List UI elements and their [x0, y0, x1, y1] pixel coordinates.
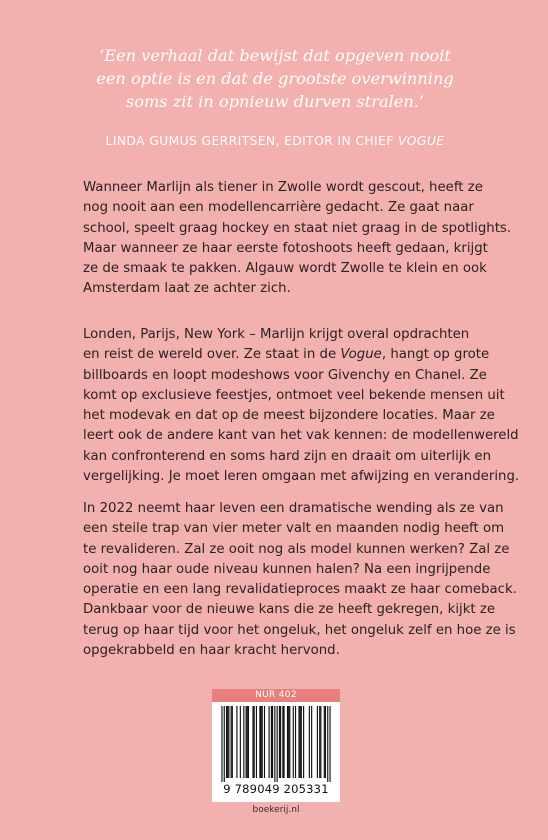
barcode-bar: [295, 706, 296, 778]
paragraph-line: [83, 345, 490, 365]
paragraph-line: vergelijking. Je moet leren omgaan met afwijzing en verandering.: [83, 469, 520, 485]
barcode-bar: [287, 706, 288, 778]
attribution-publication: VOGUE: [397, 133, 445, 148]
paragraph-line: leert ook de andere kant van het vak kennen: de modellenwereld: [83, 428, 519, 444]
paragraph-line: een steile trap van vier meter valt en maanden nodig heeft om: [83, 521, 505, 537]
paragraph-line: billboards en loopt modeshows voor Givenchy en Chanel. Ze: [83, 367, 487, 383]
paragraph-line: ooit nog haar oude niveau kunnen halen? Na een ingrijpende: [83, 561, 491, 577]
barcode-bar: [269, 706, 270, 778]
paragraph-line: komt op exclusieve feestjes, ontmoet veel bekende mensen uit: [83, 387, 505, 403]
attribution-name: LINDA GUMUS GERRITSEN, EDITOR IN CHIEF: [105, 133, 394, 148]
line-text: , hangt op grote: [381, 347, 490, 363]
barcode-bar: [254, 706, 255, 778]
barcode-bar: [279, 706, 280, 778]
barcode-bar: [243, 706, 244, 778]
barcode-bar: [247, 706, 248, 778]
paragraph-line: operatie en een lang revalidatieproces maakt ze haar comeback.: [83, 582, 517, 598]
blurb-paragraph-2: [83, 325, 520, 487]
barcode-bar: [252, 706, 253, 778]
barcode-bar: [317, 706, 318, 778]
barcode-bar: [282, 706, 283, 778]
barcode-bar: [236, 706, 237, 778]
barcode-bar: [248, 706, 249, 778]
paragraph-line: In 2022 neemt haar leven een dramatische wending als ze van: [83, 501, 504, 516]
barcode-bar: [256, 706, 257, 778]
paragraph-line: te revalideren. Zal ze ooit nog als model kunnen werken? Zal ze: [83, 541, 510, 557]
barcode-bar: [221, 706, 222, 782]
paragraph-line: Maar wanneer ze haar eerste fotoshoots heeft gedaan, krijgt: [83, 240, 488, 256]
paragraph-line: Wanneer Marlijn als tiener in Zwolle wordt gescout, heeft ze: [83, 180, 483, 195]
barcode-bar: [301, 706, 302, 778]
paragraph-line: het modevak en dat op de meest bijzondere locaties. Maar ze: [83, 408, 495, 424]
barcode-bar: [288, 706, 289, 778]
barcode-bar: [232, 706, 233, 778]
barcode-bar: [264, 706, 265, 778]
barcode-bar: [227, 706, 228, 778]
publisher-website: boekerij.nl: [252, 805, 300, 815]
barcode-bar: [274, 706, 275, 782]
barcode-bar: [246, 706, 247, 778]
barcode-bars: [212, 702, 340, 782]
barcode-bar: [262, 706, 263, 778]
barcode-bar: [240, 706, 241, 778]
barcode-bar: [319, 706, 320, 778]
paragraph-line: ze de smaak te pakken. Algauw wordt Zwolle te klein en ook: [83, 261, 487, 277]
magazine-title: Vogue: [340, 347, 382, 363]
paragraph-line: nog nooit aan een modellencarrière gedacht. Ze gaat naar: [83, 200, 474, 216]
quote-line-3: soms zit in opnieuw durven stralen.’: [125, 92, 425, 111]
barcode-bar: [327, 706, 328, 782]
barcode-bar: [259, 706, 260, 778]
quote-line-2: een optie is en dat de grootste overwinning: [96, 69, 454, 88]
blurb-paragraph-3: [83, 499, 517, 661]
barcode-bar: [300, 706, 301, 778]
quote-attribution: [40, 133, 510, 148]
barcode-bar: [272, 706, 273, 778]
paragraph-line: Londen, Parijs, New York – Marlijn krijgt overal opdrachten: [83, 327, 470, 342]
paragraph-line: school, speelt graag hockey en staat niet graag in de spotlights.: [83, 220, 512, 236]
nur-code-band: NUR 402: [212, 689, 340, 702]
barcode-bar: [228, 706, 229, 778]
barcode-bar: [277, 706, 278, 782]
barcode-bar: [303, 706, 304, 778]
barcode-bar: [226, 706, 227, 778]
barcode-bar: [329, 706, 330, 782]
barcode-bar: [311, 706, 312, 778]
blurb-paragraph-1: [83, 178, 512, 300]
barcode-bar: [298, 706, 299, 778]
barcode-bar: [309, 706, 310, 778]
barcode-bar: [280, 706, 281, 778]
barcode-bar: [324, 706, 325, 778]
barcode-bar: [320, 706, 321, 778]
paragraph-line: Amsterdam laat ze achter zich.: [83, 281, 291, 297]
line-text: en reist de wereld over. Ze staat in de: [83, 347, 341, 363]
paragraph-line: terug op haar tijd voor het ongeluk, het ongeluk zelf en hoe ze is: [83, 622, 516, 638]
paragraph-line: kan confronterend en soms hard zijn en draait om uiterlijk en: [83, 448, 491, 464]
barcode-bar: [325, 706, 326, 778]
paragraph-line: Dankbaar voor de nieuwe kans die ze heeft gekregen, kijkt ze: [83, 602, 496, 618]
pull-quote: [60, 44, 490, 113]
barcode-bar: [289, 706, 290, 778]
barcode-bar: [231, 706, 232, 778]
barcode-bar: [283, 706, 284, 778]
paragraph-line: opgekrabbeld en haar kracht hervond.: [83, 643, 340, 659]
barcode-bar: [293, 706, 294, 778]
isbn-number: 9 789049 205331: [223, 782, 329, 796]
barcode-bar: [271, 706, 272, 778]
quote-line-1: ‘Een verhaal dat bewijst dat opgeven nooit: [99, 46, 451, 65]
barcode-bar: [260, 706, 261, 778]
barcode-bar: [224, 706, 225, 782]
